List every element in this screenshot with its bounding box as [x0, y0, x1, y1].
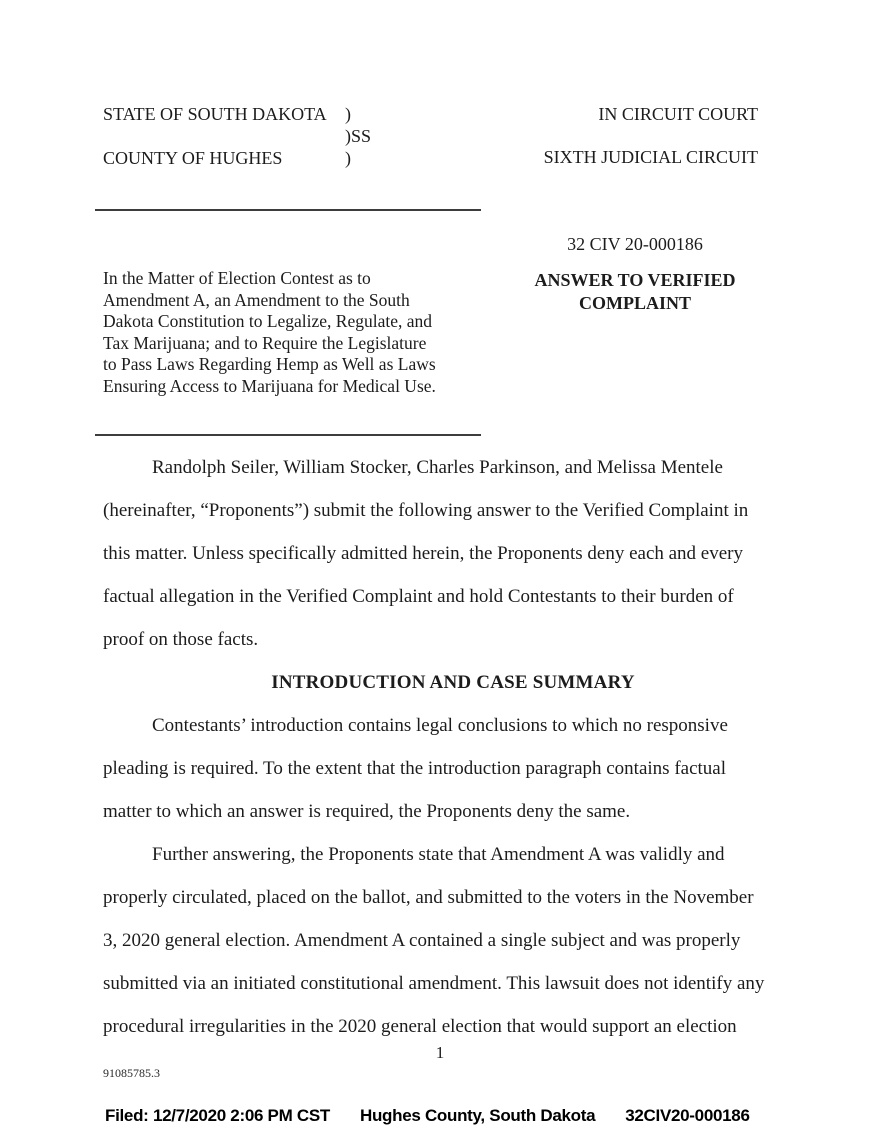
filed-county: Hughes County, South Dakota: [359, 1106, 596, 1125]
venue-row-county: [103, 147, 371, 169]
filed-datetime: Filed: 12/7/2020 2:06 PM CST: [105, 1106, 330, 1125]
matter-caption-line: Ensuring Access to Marijuana for Medical Use.: [103, 375, 436, 396]
paragraph-2-line: matter to which an answer is required, the Proponents deny the same.: [103, 801, 631, 822]
paragraph-3-line: procedural irregularities in the 2020 general election that would support an election: [103, 1016, 737, 1037]
court-name: IN CIRCUIT COURT: [598, 104, 758, 124]
court-block: [528, 103, 758, 168]
venue-row-state: [103, 103, 371, 125]
paragraph-1-line: (hereinafter, “Proponents”) submit the following answer to the Verified Complaint in: [103, 500, 749, 521]
pleading-title-line2: COMPLAINT: [579, 293, 691, 313]
paragraph-1-line: this matter. Unless specifically admitted herein, the Proponents deny each and every: [103, 543, 743, 564]
paragraph-1-line: factual allegation in the Verified Complaint and hold Contestants to their burden of: [103, 586, 734, 607]
venue-block: [103, 103, 371, 169]
paragraph-2-line: pleading is required. To the extent that the introduction paragraph contains factual: [103, 758, 727, 779]
section-heading: INTRODUCTION AND CASE SUMMARY: [271, 672, 635, 693]
venue-row-ss: [103, 125, 371, 147]
document-body: [103, 446, 803, 1048]
venue-spacer: [103, 125, 345, 147]
paragraph-1-line: proof on those facts.: [103, 629, 259, 650]
caption-divider-bottom: [95, 434, 481, 436]
case-number: 32 CIV 20-000186: [567, 234, 703, 254]
document-control-number: 91085785.3: [103, 1066, 160, 1080]
paragraph-3-line: submitted via an initiated constitutional amendment. This lawsuit does not identify any: [103, 973, 765, 994]
state-label: STATE OF SOUTH DAKOTA: [103, 104, 327, 124]
paragraph-2-line: Contestants’ introduction contains legal conclusions to which no responsive: [152, 715, 728, 736]
pleading-title: [520, 269, 750, 315]
matter-caption: [103, 268, 488, 397]
page-number: 1: [435, 1043, 445, 1062]
paragraph-3-line: properly circulated, placed on the ballot, and submitted to the voters in the November: [103, 887, 754, 908]
paren-1: ): [345, 104, 351, 124]
paren-2: ): [345, 148, 351, 168]
caption-divider-top: [95, 209, 481, 211]
matter-caption-line: Tax Marijuana; and to Require the Legislature: [103, 332, 427, 353]
filed-case-id: 32CIV20-000186: [625, 1106, 750, 1125]
paragraph-3-line: 3, 2020 general election. Amendment A contained a single subject and was properly: [103, 930, 741, 951]
matter-caption-line: to Pass Laws Regarding Hemp as Well as Laws: [103, 354, 436, 374]
judicial-circuit: SIXTH JUDICIAL CIRCUIT: [543, 147, 758, 167]
matter-caption-line: In the Matter of Election Contest as to: [103, 268, 371, 288]
efiling-stamp: [105, 1106, 750, 1126]
paragraph-1-line: Randolph Seiler, William Stocker, Charles Parkinson, and Melissa Mentele: [152, 457, 723, 478]
pleading-title-line1: ANSWER TO VERIFIED: [534, 270, 736, 290]
county-label: COUNTY OF HUGHES: [103, 148, 283, 168]
paragraph-3-line: Further answering, the Proponents state that Amendment A was validly and: [152, 844, 725, 865]
matter-caption-line: Amendment A, an Amendment to the South: [103, 289, 410, 310]
ss-label: )SS: [345, 126, 372, 146]
matter-caption-line: Dakota Constitution to Legalize, Regulate, and: [103, 311, 433, 331]
